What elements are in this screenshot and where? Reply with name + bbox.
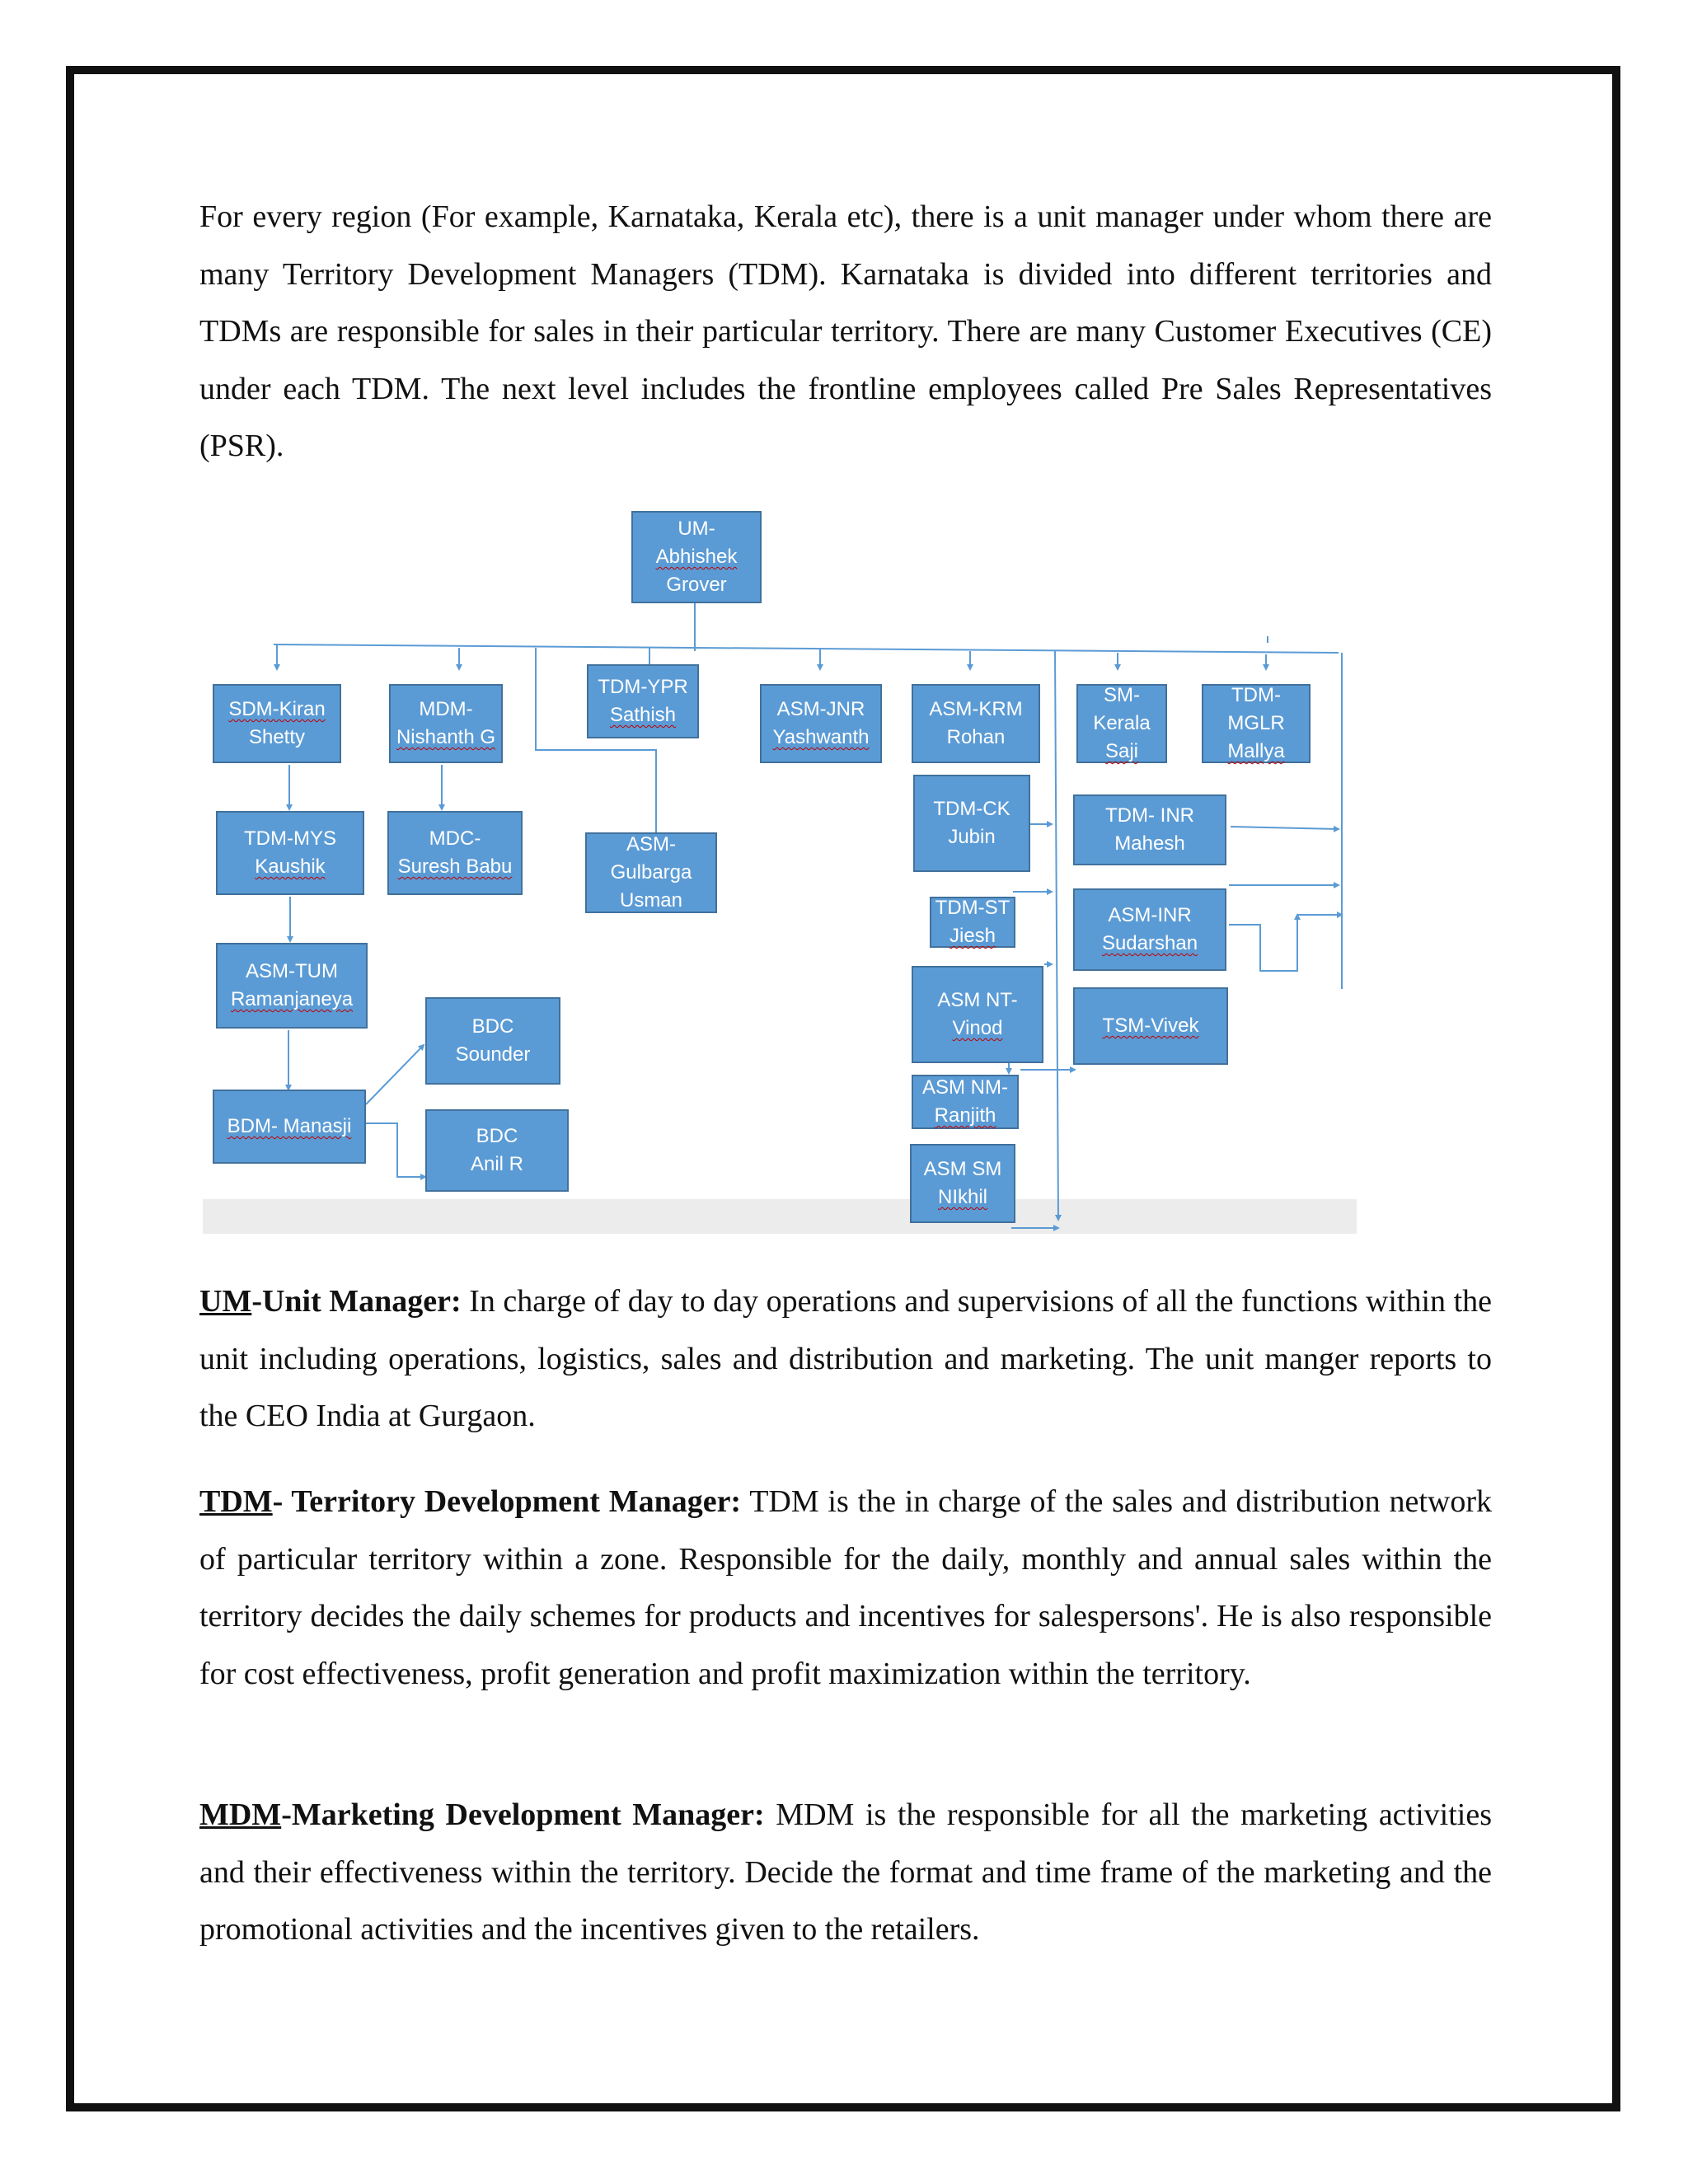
um-abbr: UM [199, 1284, 252, 1319]
node-sdm: SDM-Kiran Shetty [213, 684, 341, 763]
node-tdm-ypr: TDM-YPR Sathish [587, 664, 699, 738]
tdm-definition [199, 1474, 1492, 1703]
mdm-heading: -Marketing Development Manager: [281, 1797, 765, 1832]
connector-tsm-right [1229, 915, 1297, 971]
node-asm-nt: ASM NT- Vinod [912, 966, 1043, 1063]
um-text: In charge of day to day operations and supervisions of all the functions within the unit including operations, logistics, sales and distribution and marketing. The unit manger reports to the CEO India at Gurgaon. [199, 1284, 1492, 1433]
node-tdm-inr: TDM- INR Mahesh [1073, 794, 1226, 865]
org-chart [201, 503, 1357, 1235]
tdm-abbr: TDM [199, 1484, 273, 1519]
um-heading: -Unit Manager: [251, 1284, 462, 1319]
node-asm-krm: ASM-KRM Rohan [912, 684, 1040, 763]
node-asm-tum: ASM-TUM Ramanjaneya [216, 943, 368, 1029]
node-tdm-st: TDM-ST Jiesh [930, 897, 1015, 948]
node-asm-inr: ASM-INR Sudarshan [1073, 888, 1226, 971]
node-um: UM- Abhishek Grover [631, 511, 762, 603]
node-tdm-mglr: TDM- MGLR Mallya [1202, 684, 1311, 763]
node-tdm-ck: TDM-CK Jubin [913, 775, 1030, 872]
mdm-definition [199, 1787, 1492, 1959]
org-chart-connectors [201, 503, 1357, 1235]
node-bdm: BDM- Manasji [213, 1090, 366, 1164]
node-sm-kerala: SM- Kerala Saji [1076, 684, 1167, 763]
um-definition [199, 1273, 1492, 1446]
node-asm-sm: ASM SM NIkhil [910, 1144, 1015, 1223]
node-mdc: MDC- Suresh Babu [387, 811, 523, 895]
node-bdc-anil: BDC Anil R [425, 1109, 569, 1192]
mdm-abbr: MDM [199, 1797, 282, 1832]
connector-kerala-vertical [1055, 651, 1058, 1220]
mdm-text: MDM is the responsible for all the marketing activities and their effectiveness within the territory. Decide the format and time frame of the marketing and the promotional activities and the incentives given to the retailers. [199, 1797, 1492, 1947]
node-bdc-sounder: BDC Sounder [425, 997, 560, 1085]
connector-top-bar [274, 644, 1339, 653]
tdm-text: TDM is the in charge of the sales and distribution network of particular territory within a zone. Responsible for the daily, monthly and annual sales within the territory decides the daily schemes for products and incentives for salespersons'. He is also responsible for cost effectiveness, profit generation and profit maximization within the territory. [199, 1484, 1492, 1691]
connector-bdm-anil [366, 1123, 425, 1177]
node-tdm-mys: TDM-MYS Kaushik [216, 811, 364, 895]
node-asm-jnr: ASM-JNR Yashwanth [760, 684, 882, 763]
intro-paragraph: For every region (For example, Karnataka, Kerala etc), there is a unit manager under whom there are many Territory Development Managers (TDM). Karnataka is divided into different territories and TDMs are responsible for sales in their particular territory. There are many Customer Executives (CE) under each TDM. The next level includes the frontline employees called Pre Sales Representatives (PSR). [199, 199, 1492, 463]
connector-inr-right [1231, 827, 1339, 829]
node-mdm: MDM- Nishanth G [389, 684, 503, 763]
node-asm-gulbarga: ASM- Gulbarga Usman [585, 832, 717, 913]
tdm-heading: - Territory Development Manager: [272, 1484, 742, 1519]
node-tsm: TSM-Vivek [1073, 987, 1228, 1065]
node-asm-nm: ASM NM- Ranjith [912, 1075, 1019, 1129]
connector-bdm-sounder [366, 1045, 424, 1104]
